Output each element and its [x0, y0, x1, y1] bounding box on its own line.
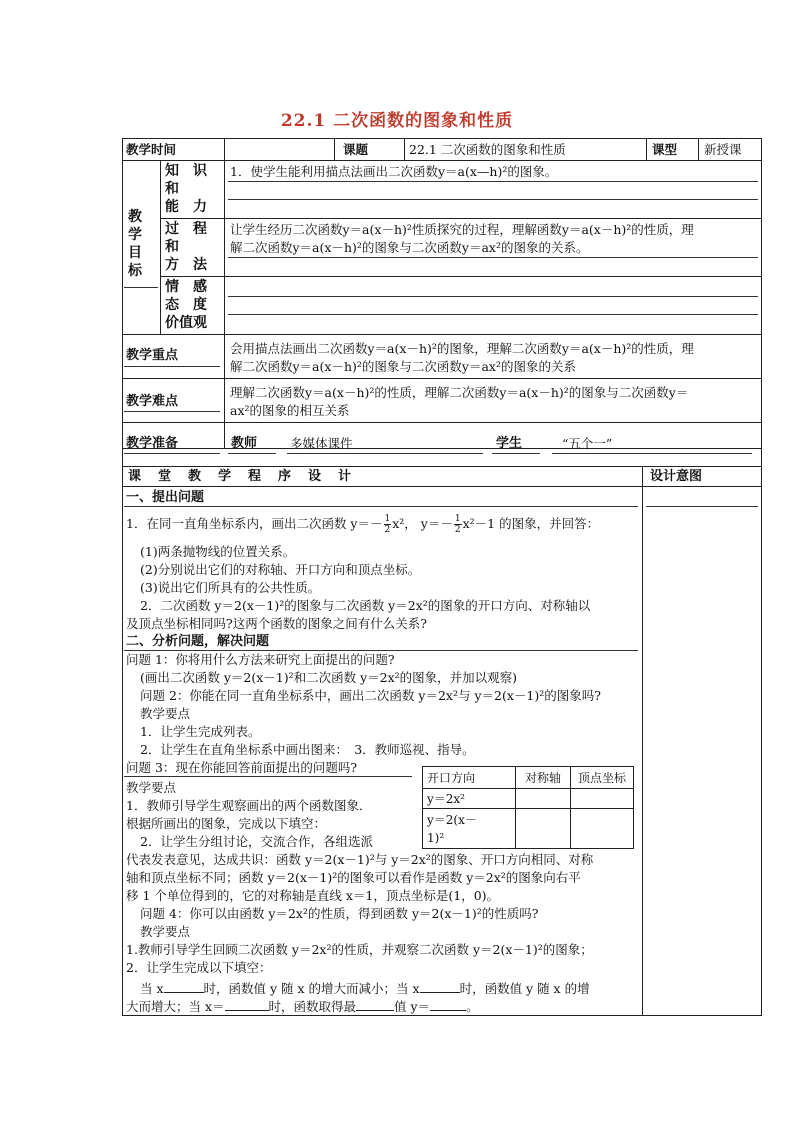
- answer-blank[interactable]: [430, 998, 466, 1011]
- question-2-line-2: 及顶点坐标相同吗?这两个函数的图象之间有什么关系?: [126, 616, 427, 631]
- fill-in-line-1: 当 x 时，函数值 y 随 x 的增大而减小；当 x 时，函数值 y 随 x 的增: [140, 981, 590, 996]
- problem-2: 问题 2：你能在同一直角坐标系中，画出二次函数 y＝2x²与 y＝2(x－1)²的图象吗?: [140, 688, 601, 703]
- program-heading: 课 堂 教 学 程 序 设 计: [128, 469, 354, 484]
- row-label-1: y＝2x²: [423, 789, 516, 809]
- document-title: 22.1 二次函数的图象和性质: [280, 111, 514, 131]
- question-1a: (1)两条抛物线的位置关系。: [140, 544, 296, 559]
- teaching-point-2-2b: 代表发表意见，达成共识：函数 y＝2(x－1)²与 y＝2x²的图象、开口方向相同、对称: [126, 852, 594, 867]
- teaching-point-3-1: 1.教师引导学生回顾二次函数 y＝2x²的性质，并观察二次函数 y＝2(x－1)²的图象；: [126, 942, 593, 957]
- question-1: 1．在同一直角坐标系内，画出二次函数 y＝－ $\frac{1}{2}$ x²， y＝－ $\frac{1}{2}$ x²－1 的图象，并回答：: [126, 514, 600, 535]
- problem-1-answer: (画出二次函数 y＝2(x－1)²和二次函数 y＝2x²的图象，并加以观察): [140, 670, 518, 685]
- preparation-label: 教学准备: [126, 436, 179, 451]
- table-cell[interactable]: [516, 789, 571, 809]
- answer-blank[interactable]: [225, 998, 269, 1011]
- design-intent-heading: 设计意图: [650, 469, 703, 484]
- teaching-point-2-2c: 轴和顶点坐标不同；函数 y＝2(x－1)²的图象可以看作是函数 y＝2x²的图象向右平: [126, 870, 581, 885]
- difficulties-line-1: 理解二次函数y＝a(x－h)²的性质，理解二次函数y＝a(x－h)²的图象与二次函数y＝: [230, 385, 689, 400]
- knowledge-objective-text: 1．使学生能利用描点法画出二次函数y＝a(x—h)²的图象。: [230, 164, 558, 179]
- key-points-label: 教学重点: [126, 348, 179, 363]
- key-points-line-2: 解二次函数y＝a(x－h)²的图象与二次函数y＝ax²的图象的关系: [230, 359, 576, 374]
- teaching-point-2-2d: 移 1 个单位得到的，它的对称轴是直线 x＝1，顶点坐标是(1，0)。: [126, 888, 500, 903]
- topic-value: 22.1 二次函数的图象和性质: [409, 142, 566, 157]
- lesson-type-value: 新授课: [704, 142, 742, 157]
- teaching-point-2-1a: 1．教师引导学生观察画出的两个函数图象．: [126, 798, 372, 813]
- properties-table: [422, 766, 634, 849]
- header-vertex: 顶点坐标: [571, 767, 634, 789]
- teaching-point-1-2: 2．让学生在直角坐标系中画出图来： 3．教师巡视、指导。: [140, 742, 475, 757]
- table-cell[interactable]: [571, 789, 634, 809]
- process-objective-line-1: 让学生经历二次函数y＝a(x－h)²性质探究的过程，理解函数y＝a(x－h)²的性质，理: [230, 222, 694, 237]
- teaching-point-2-2a: 2．让学生分组讨论，交流合作，各组选派: [140, 834, 373, 849]
- answer-blank[interactable]: [420, 980, 460, 993]
- header-symmetry-axis: 对称轴: [516, 767, 571, 789]
- teaching-point-2-1b: 根据所画出的图象，完成以下填空：: [126, 816, 327, 831]
- key-points-line-1: 会用描点法画出二次函数y＝a(x－h)²的图象，理解二次函数y＝a(x－h)²的性质，理: [230, 341, 694, 356]
- process-objective-line-2: 解二次函数y＝a(x－h)²的图象与二次函数y＝ax²的图象的关系。: [230, 240, 589, 255]
- question-1b: (2)分别说出它们的对称轴、开口方向和顶点坐标。: [140, 562, 421, 577]
- row-label-2: y＝2(x－ 1)²: [423, 809, 516, 849]
- question-1c: (3)说出它们所具有的公共性质。: [140, 580, 321, 595]
- teaching-point-1-1: 1．让学生完成列表。: [140, 724, 261, 739]
- answer-blank[interactable]: [356, 998, 394, 1011]
- teaching-points-1: 教学要点: [140, 706, 191, 721]
- lesson-type-label: 课型: [652, 142, 678, 157]
- difficulties-line-2: ax²的图象的相互关系: [230, 403, 350, 418]
- difficulties-label: 教学难点: [126, 394, 179, 409]
- table-cell[interactable]: [516, 809, 571, 849]
- fraction-half: $\frac{1}{2}$: [384, 514, 391, 535]
- teaching-points-2: 教学要点: [126, 780, 177, 795]
- table-cell[interactable]: [571, 809, 634, 849]
- section-2-heading: 二、分析问题，解决问题: [126, 634, 270, 649]
- student-materials: “五个一”: [562, 436, 613, 451]
- teaching-time-label: 教学时间: [126, 142, 177, 157]
- topic-label: 课题: [343, 142, 369, 157]
- teacher-materials: 多媒体课件: [290, 436, 353, 451]
- fraction-half: $\frac{1}{2}$: [454, 514, 461, 535]
- question-2-line-1: 2．二次函数 y＝2(x－1)²的图象与二次函数 y＝2x²的图象的开口方向、对称轴以: [140, 598, 591, 613]
- teaching-point-3-2: 2．让学生完成以下填空：: [126, 960, 272, 975]
- answer-blank[interactable]: [164, 980, 204, 993]
- teacher-label: 教师: [231, 436, 258, 451]
- problem-3: 问题 3：现在你能回答前面提出的问题吗?: [126, 760, 358, 775]
- fill-in-line-2: 大而增大；当 x＝ 时，函数取得最 值 y＝ 。: [126, 999, 479, 1014]
- teaching-points-3: 教学要点: [140, 924, 191, 939]
- section-1-heading: 一、提出问题: [126, 490, 205, 505]
- problem-1: 问题 1：你将用什么方法来研究上面提出的问题?: [126, 652, 395, 667]
- problem-4: 问题 4：你可以由函数 y＝2x²的性质，得到函数 y＝2(x－1)²的性质吗?: [140, 906, 539, 921]
- student-label: 学生: [496, 436, 523, 451]
- header-opening-direction: 开口方向: [423, 767, 516, 789]
